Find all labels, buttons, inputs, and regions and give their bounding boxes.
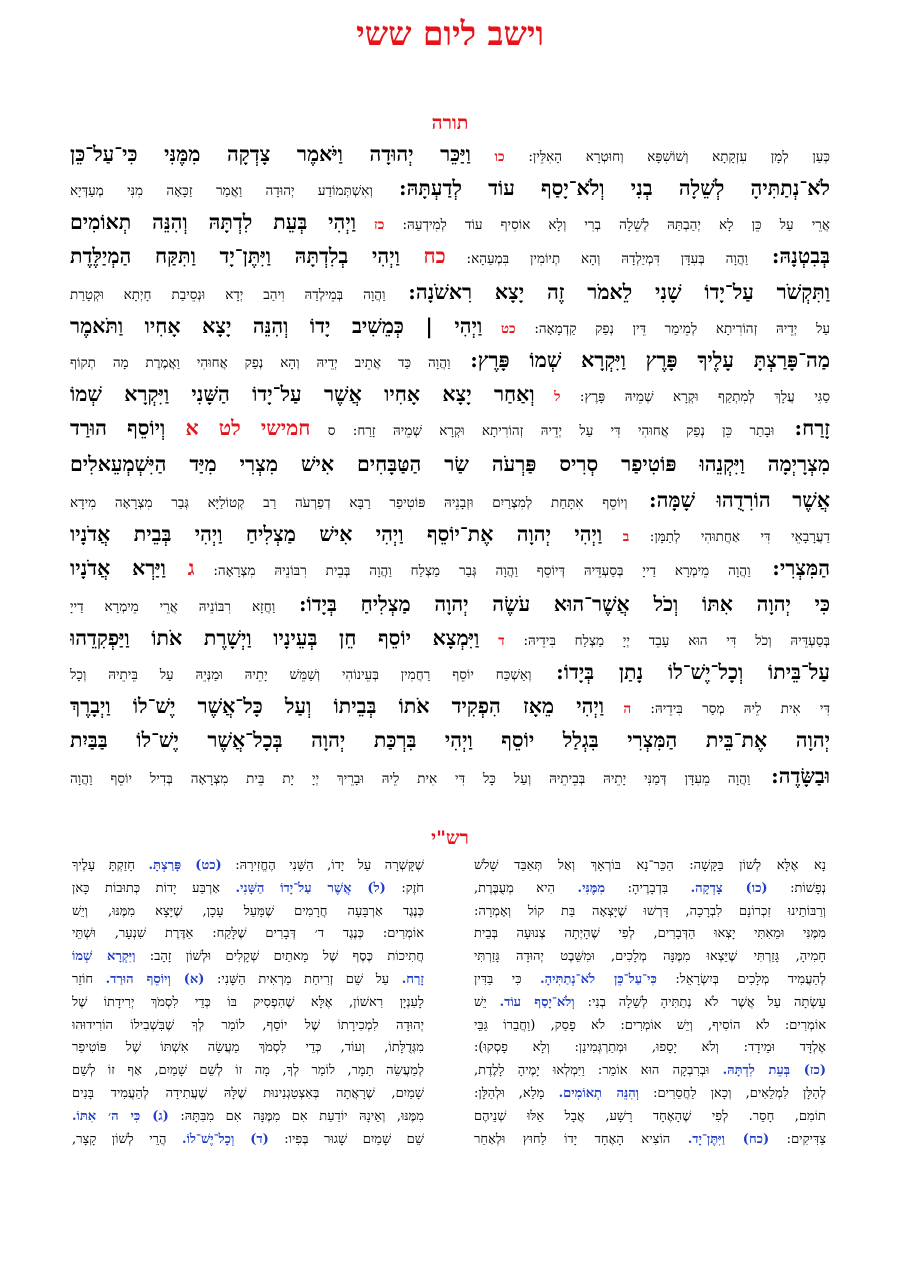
rashi-text: לָעִנְיָן רִאשׁוֹן, אֶלָּא שֶׁהִפְסִיק בּוֹ כְּדֵי לִסְמֹךְ יְרִידָתוֹ שֶׁל [72, 994, 424, 1010]
torah-verse-text: וּבַשָּׂדֶה: [750, 764, 830, 788]
rashi-line [474, 969, 826, 992]
torah-line [70, 586, 830, 622]
rashi-line [72, 1106, 424, 1129]
rashi-text: נָא אֶלָּא לְשׁוֹן בַּקָּשָׁה: הַכֵּר־נָא בּוֹרְאָךְ וְאַל תְּאַבֵּד שָׁלֹשׁ [474, 858, 826, 873]
rashi-text: מִמֶּנִּי וּמֵאִתִּי יָצְאוּ הַדְּבָרִים, לְפִי שֶׁהָיְתָה צְנוּעָה בְּבֵית [474, 926, 826, 942]
targum-text [356, 217, 374, 233]
rashi-text: יֵשׁ [474, 994, 500, 1010]
torah-verse-text: וַיַּכֵּר יְהוּדָה וַיֹּאמֶר צָדְקָה מִמֶּנִּי כִּי־עַל־כֵּן [70, 142, 471, 166]
verse-number: ד [498, 633, 505, 649]
rashi-text: עָשְׂתָה עַל אֲשֶׁר לֹא נְתַתִּיהָ לְשֵׁלָה בְנִי: [574, 994, 826, 1010]
torah-line [70, 654, 830, 690]
rashi-dibur-hamatchil: כִּי־עַל־כֵּן לֹא־נְתַתִּיהָ. [540, 971, 657, 987]
torah-verse-text: מַה־פָּרַצְתָּ עָלֶיךָ פָּרֶץ וַיִּקְרָא שְׁמוֹ פָּרֶץ: [450, 348, 830, 372]
rashi-line [474, 1083, 826, 1106]
rashi-line [72, 992, 424, 1015]
rashi-line [474, 923, 826, 946]
torah-line [70, 238, 830, 274]
rashi-line [474, 1106, 826, 1129]
torah-verse-text: וַיְהִי בְלִדְתָּהּ וַיִּתֶּן־יָד וַתִּקַּח הַמְיַלֶּדֶת [70, 244, 424, 268]
rashi-text: חוֹזֵר [72, 971, 106, 987]
rashi-text: הֲרֵי לְשׁוֹן קָצָר, [72, 1131, 183, 1147]
rashi-text: חֲתִיכוֹת כֶּסֶף שֶׁל מָאתַיִם שְׁקָלִים וּלְשׁוֹן זָהָב: [135, 949, 424, 965]
rashi-text: צַדִּיקִים: [769, 1131, 826, 1147]
rashi-text: אֶלְדָּד וּמֵידָד: וְלֹא יָסָפוּ, וּמְתַרְגְּמִינַן: וְלָא פָסְקוּ): [474, 1040, 826, 1056]
targum-text: סַגִּי עֲלָךְ לְמִתְקַף וּקְרָא שְׁמֵיהּ פָּרֶץ: [560, 389, 830, 405]
torah-line [70, 342, 830, 378]
targum-text: וַהֲוָה מֵימְרָא דַייָ בְּסַעְדֵּיהּ דְּיוֹסֵף וַהֲוָה גְּבַר מַצְלַח וַהֲוָה בְּבֵית רִבּוֹנֵיהּ מִצְרָאָה: [194, 563, 751, 579]
torah-line [70, 378, 830, 410]
torah-verse-text: וְאַחַר יָצָא אָחִיו אֲשֶׁר עַל־יָדוֹ הַשָּׁנִי וַיִּקְרָא שְׁמוֹ [70, 382, 535, 406]
targum-text: וַחֲזָא רִבּוֹנֵיהּ אֲרֵי מֵימְרָא דַייָ [70, 599, 276, 615]
torah-line [70, 622, 830, 654]
targum-text [479, 633, 498, 649]
rashi-text: חָמִיהָ, גָּזַרְתִּי שֶׁיֵּצְאוּ מִמֶּנָּה מְלָכִים, וּמִשֵּׁבֶט יְהוּדָה גָּזַרְתִּי [474, 949, 826, 965]
targum-text: וַהֲוָה בְּמֵילְדַהּ וִיהַב יְדָא וּנְסֵיבַת חָיְתָא וּקְטָרַת [70, 287, 386, 303]
torah-verse-text: וַיְהִי | כְּמֵשִׁיב יָדוֹ וְהִנֵּה יָצָא אָחִיו וַתֹּאמֶר [70, 314, 483, 338]
rashi-heading: רש"י [431, 827, 469, 849]
torah-line [70, 410, 830, 446]
rashi-line [72, 1129, 424, 1152]
rashi-line [474, 1129, 826, 1152]
torah-line [70, 170, 830, 206]
rashi-text: וְרַבּוֹתֵינוּ זִכְרוֹנָם לִבְרָכָה, דָּרְשׁוּ שֶׁיָּצְאָה בַּת קוֹל וְאָמְרָה: [474, 903, 826, 919]
targum-text [482, 321, 501, 337]
rashi-line [72, 878, 424, 901]
rashi-dibur-hamatchil: זָרַח. [401, 971, 424, 987]
rashi-text: הוֹצִיא הָאֶחָד יָדוֹ לַחוּץ וּלְאַחַר [474, 1131, 688, 1147]
targum-text [604, 701, 623, 717]
torah-heading: תורה [431, 112, 469, 134]
targum-text [535, 389, 555, 405]
verse-number: ב [622, 529, 630, 545]
torah-line [70, 482, 830, 518]
torah-line [70, 138, 830, 170]
torah-line [70, 310, 830, 342]
rashi-column-right [474, 855, 826, 1151]
torah-verse-text: עַל־בֵּיתוֹ וְכָל־יֶשׁ־לוֹ נָתַן בְּיָדוֹ: [531, 660, 830, 684]
torah-verse-text: לֹא־נְתַתִּיהָ לְשֵׁלָה בְנִי וְלֹא־יָסַף עוֹד לְדַעְתָּהּ: [372, 176, 830, 200]
torah-line [70, 518, 830, 550]
rashi-text: לְמַעֲשֵׂה תָמָר, לוֹמַר לְךָ, מָה זוֹ לְשֵׁם שָׁמַיִם, אַף זוֹ לְשֵׁם [72, 1063, 424, 1079]
rashi-text: אַרְבַּע יָדוֹת כְּתוּבוֹת כָּאן [72, 880, 236, 896]
rashi-text: אוֹמְרִים: לֹא הוֹסִיף, וְיֵשׁ אוֹמְרִים: לֹא פָסַק, (וַחֲבֵרוֹ גַּבֵּי [474, 1017, 826, 1033]
rashi-line [72, 1060, 424, 1083]
targum-text: וַהֲוָה בְּעִדָּן דִּמְיַלְדָהּ וְהָא תְיוֹמִין בִּמְעַהָא: [445, 251, 749, 267]
rashi-text: אוֹמְרִים: כְּנֶגֶד ד׳ דְּבָרִים שֶׁלָּקַח: אַדֶּרֶת שִׁנְעָר, וּשְׁתֵּי [72, 926, 424, 942]
rashi-text: נְפָשׁוֹת: [767, 880, 826, 896]
targum-text: אֲרֵי עַל כֵּן לָא יְהַבְתַּהּ לְשֵׁלָה בְרִי וְלָא אוֹסִיף עוֹד לְמִידְעַהּ: [384, 217, 830, 233]
rashi-line [474, 878, 826, 901]
rashi-line [474, 1015, 826, 1038]
torah-verse-text: וַיִּמְצָא יוֹסֵף חֵן בְּעֵינָיו וַיְשָׁרֶת אֹתוֹ וַיַּפְקִדֵהוּ [70, 626, 480, 650]
rashi-dibur-hamatchil: (כט) פָּרַצְתָּ. [148, 858, 222, 873]
targum-text: וְאִשְׁתְּמוֹדַע יְהוּדָה וַאֲמַר זַכָּאָה מִנִּי מְעַדְּיָא [70, 183, 373, 199]
rashi-dibur-hamatchil: (ג) כִּי ה׳ אִתּוֹ. [72, 1108, 169, 1124]
rashi-line [72, 1083, 424, 1106]
rashi-text: שֶׁקָּשְׁרָה עַל יָדוֹ, הַשָּׁנִי הֶחֱזִירָהּ: [221, 858, 424, 873]
torah-line [70, 446, 830, 482]
targum-text: עַל יְדֵיהּ זְהוֹרִיתָא לְמֵימַר דֵּין נְפַק קַדְמָאָה: [515, 321, 830, 337]
targum-text [602, 529, 623, 545]
torah-verse-text: הַמִּצְרִי: [750, 556, 830, 580]
rashi-line [474, 946, 826, 969]
rashi-text: שֵׁם שָׁמַיִם שָׁגוּר בְּפִיו: [268, 1131, 424, 1147]
rashi-dibur-hamatchil: וְהִנֵּה תְאוֹמִים. [558, 1085, 639, 1101]
rashi-dibur-hamatchil: (כו) צָדְקָה. [690, 880, 768, 896]
torah-text [70, 138, 830, 794]
verse-number: כז [374, 217, 385, 233]
rashi-column-left [72, 855, 424, 1151]
torah-verse-text: מִצְרָיְמָה וַיִּקְנֵהוּ פּוֹטִיפַר סְרִיס פַּרְעֹה שַׂר הַטַּבָּחִים אִישׁ מִצְרִי מִיַּד הַיִּשְׁמְעֵאלִים [70, 452, 830, 476]
rashi-text: מִגְּדֻלָּתוֹ, וְעוֹד, כְּדֵי לִסְמֹךְ מַעֲשֵׂה אִשְׁתּוֹ שֶׁל פּוֹטִיפַר [72, 1040, 424, 1056]
torah-verse-text: יְהוָה אֶת־בֵּית הַמִּצְרִי בִּגְלַל יוֹסֵף וַיְהִי בִּרְכַּת יְהוָה בְּכָל־אֲשֶׁר יֶשׁ־לוֹ בַּבַּיִת [70, 728, 830, 752]
rashi-text: לְהַעֲמִיד מְלָכִים בְּיִשְׂרָאֵל: [656, 971, 826, 987]
targum-text: וּבָתַר כֵּן נְפַק אֲחוּהִי דִּי עַל יְדֵיהּ זְהוֹרִיתָא וּקְרָא שְׁמֵיהּ זָרַח: [335, 423, 775, 439]
verse-number: כו [494, 149, 505, 165]
verse-number: ל [554, 389, 561, 405]
rashi-text: לְהַלָּן לִמְלֵאִים, וְכָאן לַחֲסֵרִים: [639, 1085, 826, 1101]
torah-verse-text: וַיְהִי מֵאָז הִפְקִיד אֹתוֹ בְּבֵיתוֹ וְעַל כָּל־אֲשֶׁר יֶשׁ־לוֹ וַיְבָרֶךְ [70, 694, 604, 718]
rashi-line [72, 855, 424, 878]
rashi-line [474, 1037, 826, 1060]
rashi-dibur-hamatchil: (ל) אֲשֶׁר עַל־יָדוֹ הַשָּׁנִי. [235, 880, 386, 896]
rashi-dibur-hamatchil: וְלֹא־יָסַף עוֹד. [499, 994, 575, 1010]
torah-line [70, 206, 830, 238]
rashi-text: הִיא מְעֻבֶּרֶת, [474, 880, 578, 896]
targum-text: דִּי אִית לֵיהּ מְסַר בִּידֵיהּ: [631, 701, 830, 717]
rashi-text: כְּנֶגֶד אַרְבָּעָה חֲרָמִים שֶׁמָּעַל עָכָן, שֶׁיָּצָא מִמֶּנּוּ, וְיֵשׁ [72, 903, 424, 919]
verse-number: חמישי לט א [185, 416, 311, 440]
targum-text: דַעֲרָבָאֵי דִּי אַחֲתוּהִי לְתַמָּן: [629, 529, 830, 545]
targum-text: כְּעַן לְמָן עִזְקָתָא וְשׁוֹשִׁפָּא וְחוּטְרָא הָאִלֵּין: [504, 149, 830, 165]
torah-line [70, 274, 830, 310]
rashi-line [72, 901, 424, 924]
rashi-line [474, 901, 826, 924]
verse-number: ה [623, 701, 632, 717]
torah-verse-text: וְיוֹסֵף הוּרַד [70, 416, 186, 440]
rashi-line [72, 946, 424, 969]
rashi-text: תוֹמִם, חָסֵר. לְפִי שֶׁהָאֶחָד רָשָׁע, אֲבָל אֵלּוּ שְׁנֵיהֶם [474, 1108, 826, 1124]
rashi-dibur-hamatchil: (ד) וְכָל־יֶשׁ־לוֹ. [182, 1131, 269, 1147]
rashi-dibur-hamatchil: (כז) בְּעֵת לִדְתָּהּ. [722, 1063, 826, 1079]
torah-verse-text: כִּי יְהוָה אִתּוֹ וְכֹל אֲשֶׁר־הוּא עֹשֶׂה יְהוָה מַצְלִיחַ בְּיָדוֹ: [275, 592, 830, 616]
rashi-text: עַל שֵׁם זְרִיחַת מַרְאִית הַשָּׁנִי: [204, 971, 402, 987]
rashi-line [72, 1015, 424, 1038]
torah-verse-text: וַיְהִי יְהוָה אֶת־יוֹסֵף וַיְהִי אִישׁ מַצְלִיחַ וַיְהִי בְּבֵית אֲדֹנָיו [70, 522, 603, 546]
rashi-dibur-hamatchil: (א) וְיוֹסֵף הוּרַד. [105, 971, 205, 987]
torah-line [70, 758, 830, 794]
torah-line [70, 550, 830, 586]
rashi-line [72, 1037, 424, 1060]
rashi-line [72, 969, 424, 992]
targum-text: וַהֲוָה כַּד אֲתֵיב יְדֵיהּ וְהָא נְפַק אֲחוּהִי וַאֲמֶרֶת מָה תְקוֹף [70, 355, 451, 371]
rashi-text: בִּדְבָרֶיהָ: [605, 880, 691, 896]
rashi-dibur-hamatchil: (כח) וַיִּתֶּן־יָד. [687, 1131, 770, 1147]
targum-text: וַהֲוָה מֵעִדָּן דְּמַנִּי יָתֵיהּ בְּבֵיתֵיהּ וְעַל כָּל דִּי אִית לֵיהּ וּבָרֵיךְ יְיָ יָת בֵּית מִצְרָאָה בְּדִיל יוֹסֵף וַהֲוָה [70, 771, 751, 787]
targum-text [471, 149, 495, 165]
rashi-text: כִּי בַּדִּין [474, 971, 541, 987]
torah-verse-text: וַיְהִי בְּעֵת לִדְתָּהּ וְהִנֵּה תְאוֹמִים [70, 210, 356, 234]
torah-verse-text: בְּבִטְנָהּ: [748, 244, 830, 268]
rashi-line [474, 1060, 826, 1083]
rashi-text: שָׁמַיִם, שֶׁרָאֲתָה בְּאִצְטַגְנִינוּת שֶׁלָּהּ שֶׁעֲתִידָה לְהַעֲמִיד בָּנִים [72, 1085, 424, 1101]
torah-verse-text: וַיַּרְא אֲדֹנָיו [70, 556, 188, 580]
page-title: וישב ליום ששי [356, 14, 544, 53]
rashi-text: חֹזֶק: [385, 880, 424, 896]
rashi-dibur-hamatchil: וַיִּקְרָא שְׁמוֹ [72, 949, 136, 965]
rashi-text: חָזַקְתָּ עָלֶיךָ [72, 858, 149, 873]
targum-text: בְּסַעְדֵּיהּ וְכֹל דִּי הוּא עָבֵד יְיָ מַצְלַח בִּידֵיהּ: [504, 633, 830, 649]
rashi-line [474, 992, 826, 1015]
torah-line [70, 722, 830, 758]
torah-line [70, 690, 830, 722]
verse-number: כט [500, 321, 516, 337]
verse-number: כח [423, 244, 446, 268]
torah-verse-text: זָרַח: [774, 416, 830, 440]
rashi-line [474, 855, 826, 878]
rashi-text: מִמֶּנּוּ, וְאֵינָהּ יוֹדַעַת אִם מִמֶּנָּה אִם מִבִּתָּהּ: [168, 1108, 424, 1124]
rashi-text: וּבְרִבְקָה הוּא אוֹמֵר: וַיִּמְלְאוּ יָמֶיהָ לָלֶדֶת, [474, 1063, 723, 1079]
verse-number: ג [187, 556, 195, 580]
targum-text: ס [310, 423, 336, 439]
rashi-text: יְהוּדָה לִמְכִירָתוֹ שֶׁל יוֹסֵף, לוֹמַר לְךָ שֶׁבִּשְׁבִילוֹ הוֹרִידוּהוּ [72, 1017, 424, 1033]
rashi-line [72, 923, 424, 946]
rashi-text: מָלֵא, וּלְהַלָּן: [474, 1085, 559, 1101]
torah-verse-text: וַתִּקְשֹׁר עַל־יָדוֹ שָׁנִי לֵאמֹר זֶה יָצָא רִאשֹׁנָה: [385, 280, 830, 304]
rashi-dibur-hamatchil: מִמֶּנִּי. [577, 880, 606, 896]
targum-text: וְיוֹסֵף אִתָּחַת לְמִצְרַיִם וּזְבָנֵיהּ פּוֹטִיפַר רַבָּא דְפַרְעֹה רַב קְטוֹלַיָּא גְּבַר מִצְרָאָה מִידָא [70, 495, 628, 511]
torah-verse-text: אֲשֶׁר הוֹרִדֻהוּ שָׁמָּה: [627, 488, 830, 512]
targum-text: וְאַשְׁכַּח יוֹסֵף רַחֲמִין בְּעֵינוֹהִי וְשַׁמֵּשׁ יָתֵיהּ וּמַנְּיֵהּ עַל בֵּיתֵיהּ וְכָל [70, 667, 532, 683]
